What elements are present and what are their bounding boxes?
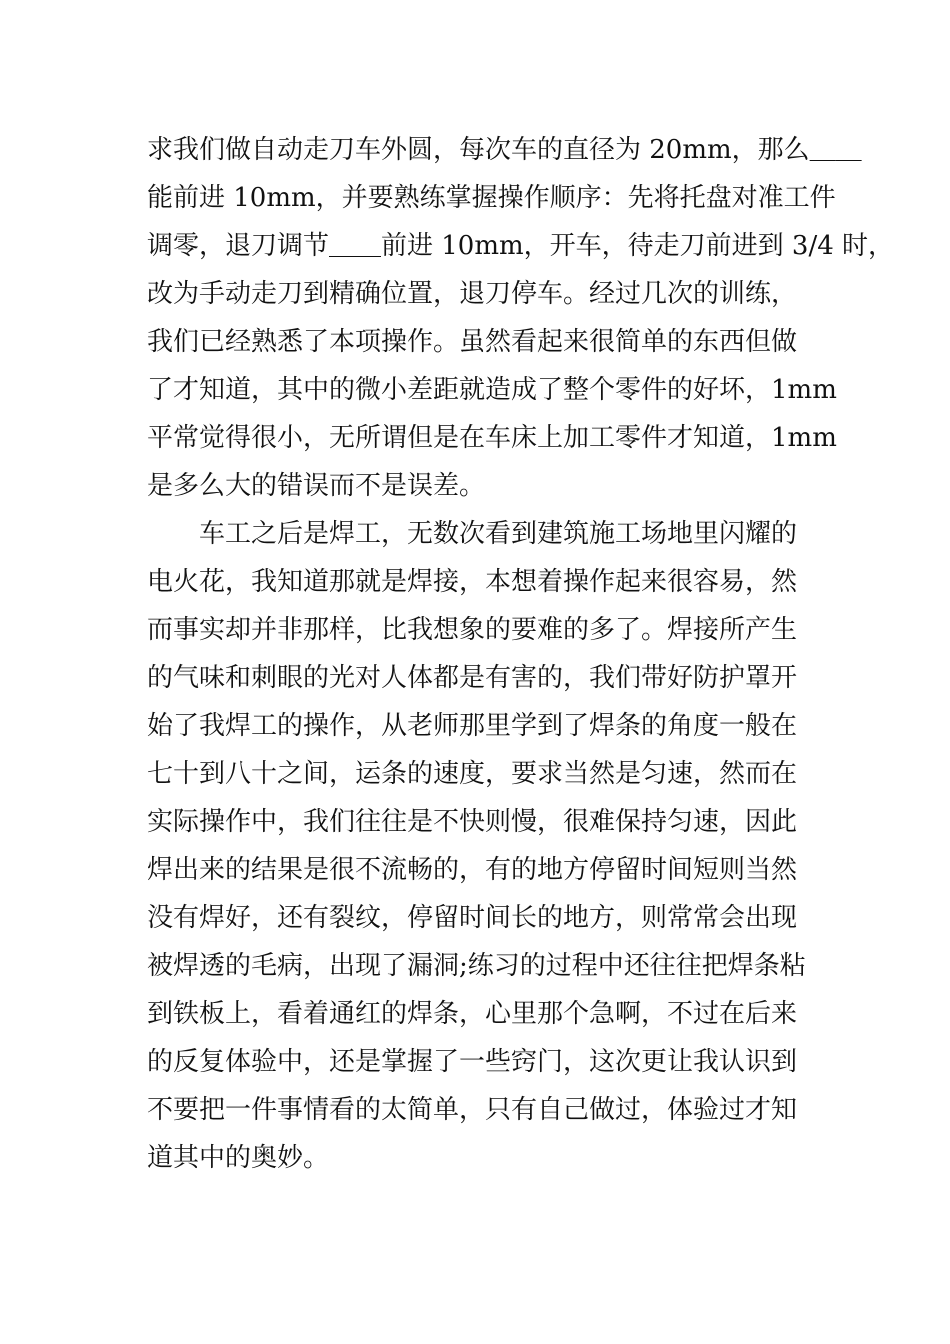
text-line: 没有焊好，还有裂纹，停留时间长的地方，则常常会出现 [147,903,798,933]
text-line: 道其中的奥妙。 [147,1143,330,1173]
text-line: 而事实却并非那样，比我想象的要难的多了。焊接所产生 [147,615,798,645]
text-line: 能前进 10mm，并要熟练掌握操作顺序：先将托盘对准工件 [147,183,836,213]
text-line: 到铁板上，看着通红的焊条，心里那个急啊，不过在后来 [147,999,798,1029]
text-line: 我们已经熟悉了本项操作。虽然看起来很简单的东西但做 [147,327,798,357]
text-line: 了才知道，其中的微小差距就造成了整个零件的好坏，1mm [147,375,837,405]
text-line: 是多么大的错误而不是误差。 [147,471,486,501]
text-line: 始了我焊工的操作，从老师那里学到了焊条的角度一般在 [147,711,798,741]
text-line: 不要把一件事情看的太简单，只有自己做过，体验过才知 [147,1095,798,1125]
text-line: 的反复体验中，还是掌握了一些窍门，这次更让我认识到 [147,1047,798,1077]
text-line: 被焊透的毛病，出现了漏洞;练习的过程中还往往把焊条粘 [147,951,806,981]
text-line: 电火花，我知道那就是焊接，本想着操作起来很容易，然 [147,567,798,597]
text-line: 实际操作中，我们往往是不快则慢，很难保持匀速，因此 [147,807,798,837]
text-line: 调零，退刀调节＿＿前进 10mm，开车，待走刀前进到 3/4 时， [147,231,895,261]
text-line: 的气味和刺眼的光对人体都是有害的，我们带好防护罩开 [147,663,798,693]
text-line: 平常觉得很小，无所谓但是在车床上加工零件才知道，1mm [147,423,837,453]
text-line: 焊出来的结果是很不流畅的，有的地方停留时间短则当然 [147,855,798,885]
text-line: 改为手动走刀到精确位置，退刀停车。经过几次的训练， [147,279,798,309]
text-line: 车工之后是焊工，无数次看到建筑施工场地里闪耀的 [199,519,798,549]
text-line: 七十到八十之间，运条的速度，要求当然是匀速，然而在 [147,759,798,789]
text-line: 求我们做自动走刀车外圆，每次车的直径为 20mm，那么＿＿ [147,135,862,165]
